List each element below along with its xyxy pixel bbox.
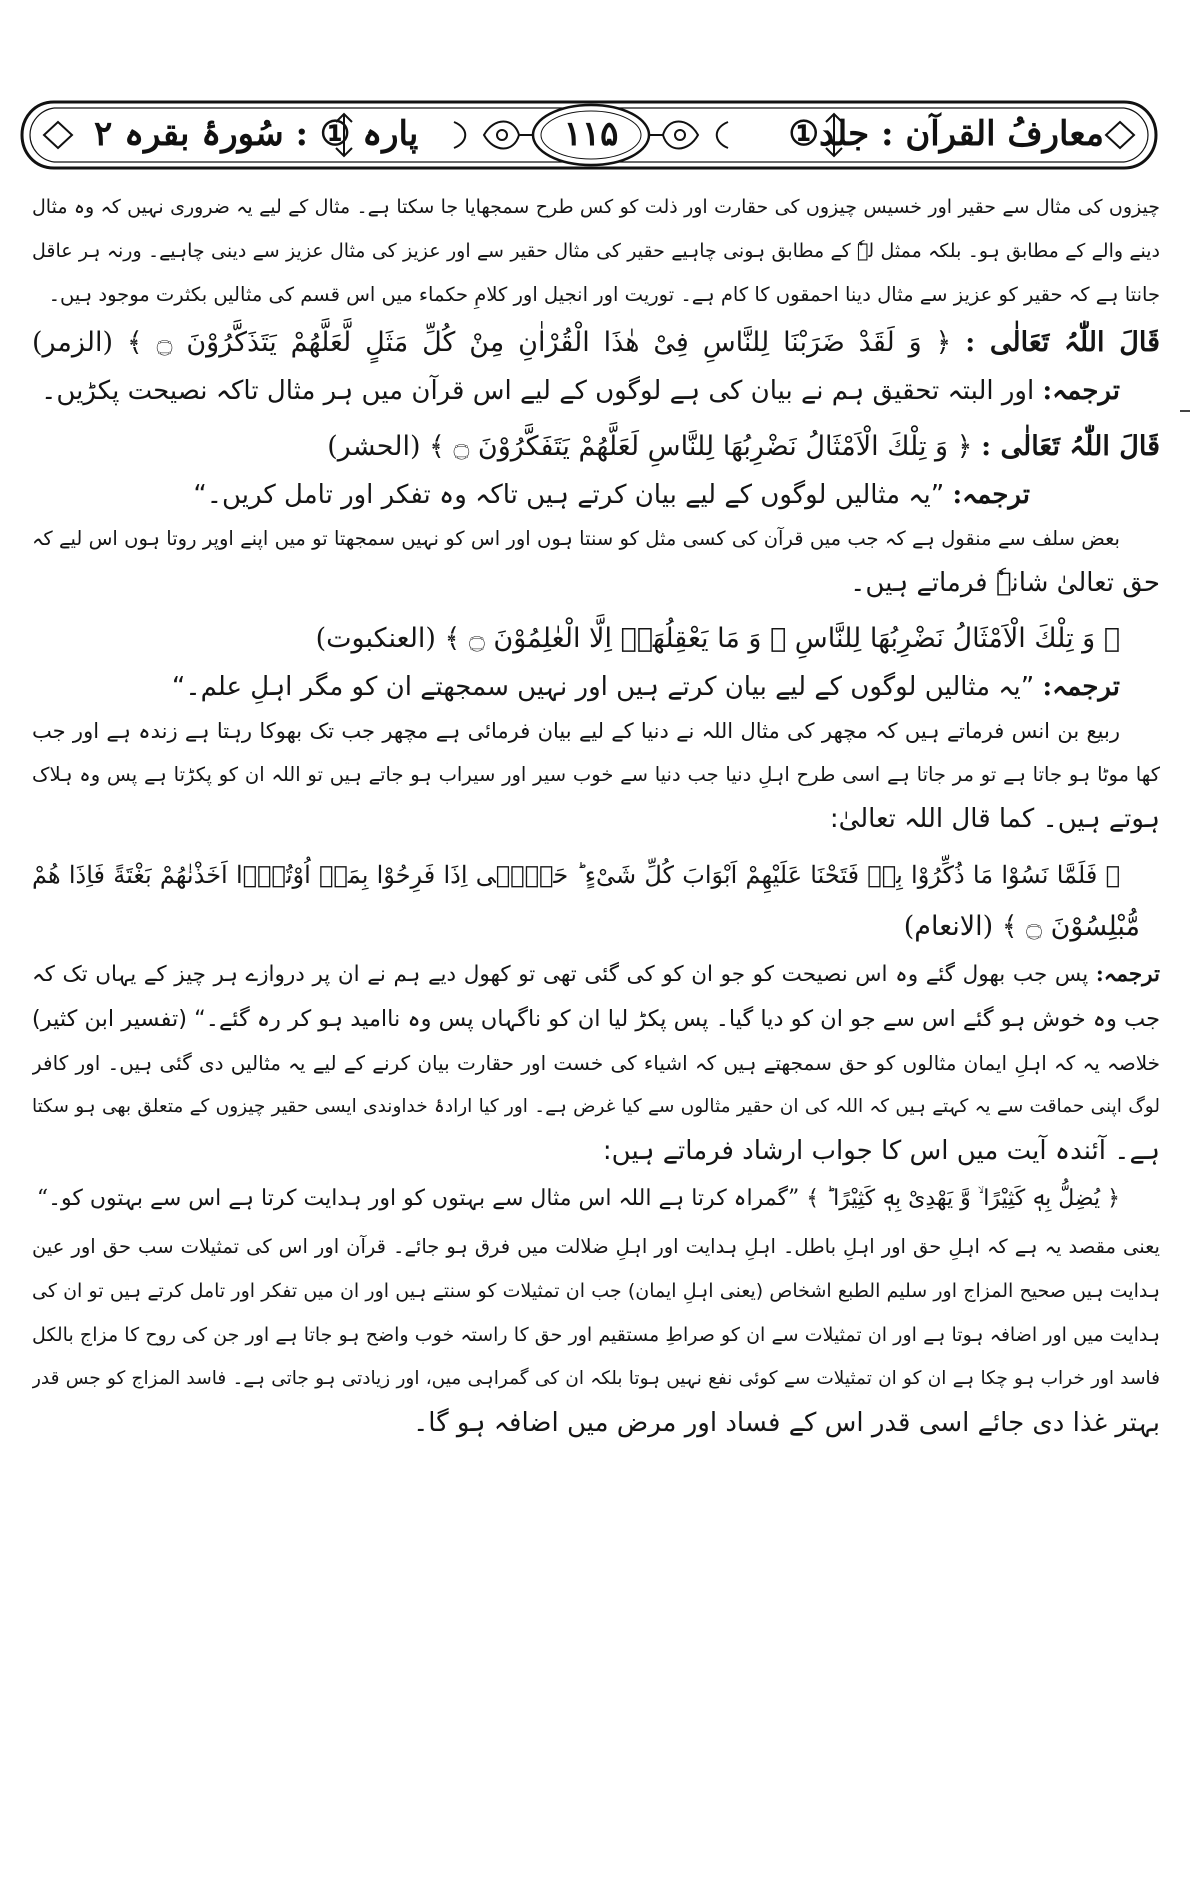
text-line: بہتر غذا دی جائے اسی قدر اس کے فساد اور مرض میں اضافہ ہو گا۔	[413, 1408, 1160, 1438]
header-section-title: پارہ ① : سُورۂ بقرہ ۲	[94, 114, 419, 154]
translation-text: اور البتہ تحقیق ہم نے بیان کی ہے لوگوں کے لیے اس قرآن میں ہر مثال تاکہ نصیحت پکڑیں۔	[41, 376, 1035, 406]
text-line: یعنی مقصد یہ ہے کہ اہلِ حق اور اہلِ باطل۔ اہلِ ہدایت اور اہلِ ضلالت میں فرق ہو جائے۔ قرآن اور اس کی تمثیلات سب حق اور عین	[32, 1235, 1160, 1258]
quran-verse-line: مُّبْلِسُوْنَ ۝ ﴾ (الانعام)	[903, 911, 1140, 942]
translation-label: ترجمہ:	[952, 480, 1030, 510]
text-line: ہے۔ آئندہ آیت میں اس کا جواب ارشاد فرماتے ہیں:	[602, 1136, 1160, 1166]
translation-text: ”یہ مثالیں لوگوں کے لیے بیان کرتے ہیں تاکہ وہ تفکر اور تامل کریں۔“	[193, 480, 945, 510]
text-line: دینے والے کے مطابق ہو۔ بلکہ ممثل لہٗ کے مطابق ہونی چاہیے حقیر کی مثال حقیر سے اور عزیز کی مثال عزیز سے دینی چاہیے۔ ورنہ ہر عاقل	[32, 240, 1160, 262]
text-line: فاسد اور خراب ہو چکا ہے ان کو ان تمثیلات سے کوئی نفع نہیں ہوتا بلکہ ان کی گمراہی میں، اور زیادتی ہو جاتی ہے۔ فاسد المزاج کو جس قدر	[32, 1368, 1160, 1389]
quran-verse-line: ﴿ وَ تِلْكَ الْاَمْثَالُ نَضْرِبُهَا لِلنَّاسِ ۚ وَ مَا یَعْقِلُهَاۤ اِلَّا الْعٰلِمُوْنَ ۝ ﴾ (العنکبوت)	[315, 623, 1120, 654]
translation-label: ترجمہ:	[1042, 672, 1120, 702]
quran-verse-line	[32, 317, 1160, 369]
translation-label: ترجمہ:	[1095, 962, 1160, 987]
translation-label: ترجمہ:	[1042, 376, 1120, 406]
text-line: ربیع بن انس فرماتے ہیں کہ مچھر کی مثال اللہ نے دنیا کے لیے بیان فرمائی ہے مچھر جب تک بھوکا رہتا ہے زندہ ہے اور جب	[32, 719, 1120, 743]
translation-line	[32, 953, 1160, 997]
text-line: کھا موٹا ہو جاتا ہے تو مر جاتا ہے اسی طرح اہلِ دنیا جب دنیا سے خوب سیر اور سیراب ہو جاتے ہیں تو اللہ ان کو پکڑتا ہے پس وہ ہلاک	[32, 763, 1160, 786]
translation-line	[32, 473, 1160, 517]
header-book-title: معارفُ القرآن : جلد①	[788, 114, 1104, 154]
text-line: حق تعالیٰ شانہٗ فرماتے ہیں۔	[850, 568, 1160, 598]
translation-line	[32, 665, 1160, 709]
quran-verse-line	[32, 421, 1160, 473]
text-line: خلاصہ یہ کہ اہلِ ایمان مثالوں کو حق سمجھتے ہیں کہ اشیاء کی خست اور حقارت بیان کرنے کے لیے یہ مثالیں دی گئی ہیں۔ اور کافر	[32, 1051, 1160, 1075]
text-line: ہدایت ہیں صحیح المزاج اور سلیم الطبع اشخاص (یعنی اہلِ ایمان) جب ان تمثیلات کو سنتے ہیں اور ان میں تفکر اور تامل کرتے ہیں تو ان کی	[32, 1280, 1160, 1302]
text-line: ہوتے ہیں۔ کما قال اللہ تعالیٰ:	[829, 804, 1160, 834]
page-header-banner	[14, 92, 1164, 178]
translation-line	[32, 369, 1160, 413]
verse-text: ﴿ وَ لَقَدْ ضَرَبْنَا لِلنَّاسِ فِیْ هٰذَا الْقُرْاٰنِ مِنْ كُلِّ مَثَلٍ لَّعَلَّهُمْ یَتَذَكَّرُوْنَ ۝ ﴾ (الزمر)	[32, 327, 952, 358]
quran-verse-line: ﴿ فَلَمَّا نَسُوْا مَا ذُكِّرُوْا بِهٖ فَتَحْنَا عَلَیْهِمْ اَبْوَابَ كُلِّ شَیْءٍ ؕ حَتّٰۤی اِذَا فَرِحُوْا بِمَاۤ اُوْتُوْۤا اَخَذْنٰهُمْ بَغْتَةً فَاِذَا هُمْ	[32, 861, 1120, 889]
text-line: جب وہ خوش ہو گئے اس سے جو ان کو دیا گیا۔ پس پکڑ لیا ان کو ناگہاں پس وہ ناامید ہو کر رہ گئے۔“ (تفسیر ابن کثیر)	[32, 1006, 1160, 1032]
translation-text: پس جب بھول گئے وہ اس نصیحت کو جو ان کو کی گئی تھی تو کھول دیے ہم نے ان پر دروازے ہر چیز کے یہاں تک کہ	[32, 962, 1089, 987]
text-line: جانتا ہے کہ حقیر کو عزیز سے مثال دینا احمقوں کا کام ہے۔ توریت اور انجیل اور کلامِ حکماء میں اس قسم کی مثالیں بکثرت موجود ہیں۔	[48, 283, 1160, 306]
text-line: چیزوں کی مثال سے حقیر اور خسیس چیزوں کی حقارت اور ذلت کو کس طرح سمجھایا جا سکتا ہے۔ مثال کے لیے یہ ضروری نہیں کہ وہ مثال	[32, 196, 1160, 218]
text-line: لوگ اپنی حماقت سے یہ کہتے ہیں کہ اللہ کی ان حقیر مثالوں سے کیا غرض ہے۔ اور کیا ارادۂ خداوندی ایسی حقیر چیزوں کے متعلق بھی ہو سکتا	[32, 1096, 1160, 1117]
header-page-number: ۱۱۵	[563, 114, 619, 154]
quran-verse-line: ﴿ یُضِلُّ بِهٖ كَثِیْرًا ۙ وَّ یَهْدِیْ بِهٖ كَثِیْرًا ؕ ﴾ ”گمراہ کرتا ہے اللہ اس مثال سے بہتوں کو اور ہدایت کرتا ہے اس سے بہتوں کو۔“	[36, 1186, 1120, 1211]
text-line: ہدایت میں اور اضافہ ہوتا ہے اور ان تمثیلات سے ان کو صراطِ مستقیم اور حق کا راستہ خوب واضح ہو جاتا ہے اور جن کی روح کا مزاج بالکل	[32, 1324, 1160, 1346]
verse-text: ﴿ وَ تِلْكَ الْاَمْثَالُ نَضْرِبُهَا لِلنَّاسِ لَعَلَّهُمْ یَتَفَكَّرُوْنَ ۝ ﴾ (الحشر)	[327, 431, 973, 462]
verse-label: قَالَ اللّٰہُ تَعَالٰی :	[965, 327, 1160, 358]
page-body-text	[32, 185, 1160, 1445]
margin-ink-mark	[1180, 408, 1190, 414]
translation-text: ”یہ مثالیں لوگوں کے لیے بیان کرتے ہیں اور نہیں سمجھتے ان کو مگر اہلِ علم۔“	[171, 672, 1035, 702]
verse-label: قَالَ اللّٰہُ تَعَالٰی :	[981, 431, 1160, 462]
text-line: بعض سلف سے منقول ہے کہ جب میں قرآن کی کسی مثل کو سنتا ہوں اور اس کو نہیں سمجھتا تو میں اپنے اوپر روتا ہوں اس لیے کہ	[32, 527, 1120, 550]
